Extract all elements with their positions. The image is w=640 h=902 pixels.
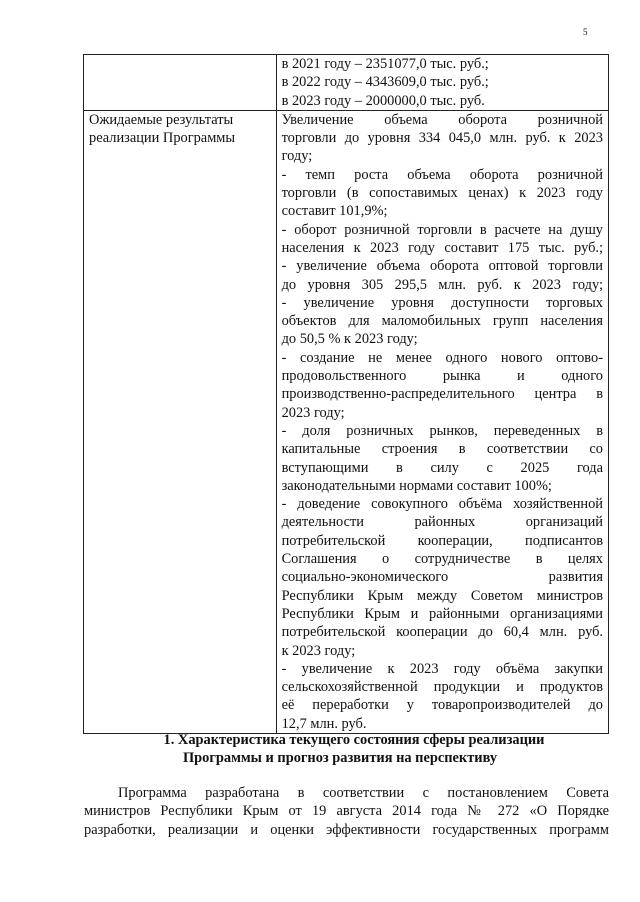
value-line: вступающими в силу с 2025 года xyxy=(281,459,603,476)
row-label-cell xyxy=(84,55,277,111)
value-line: сельскохозяйственной продукции и продуктов xyxy=(281,679,603,696)
value-line: - увеличение уровня доступности торговых xyxy=(281,294,603,311)
value-line: законодательными нормами составит 100%; xyxy=(281,477,552,494)
heading-line: Программы и прогноз развития на перспективу xyxy=(182,750,498,767)
value-line: - доля розничных рынков, переведенных в xyxy=(281,422,603,439)
value-line: потребительской кооперации до 60,4 млн. руб. xyxy=(281,624,603,641)
page-number: 5 xyxy=(583,27,588,37)
value-line: составит 101,9%; xyxy=(281,203,388,220)
value-line: - темп роста объема оборота розничной xyxy=(281,166,603,183)
value-line: до 50,5 % к 2023 году; xyxy=(281,331,418,348)
value-line: Республики Крым между Советом министров xyxy=(281,587,603,604)
value-line: социально-экономического развития xyxy=(281,569,603,586)
value-line: Увеличение объема оборота розничной xyxy=(281,111,603,128)
paragraph-line: министров Республики Крым от 19 августа 2014 года № 272 «О Порядке xyxy=(84,803,609,820)
body-paragraph xyxy=(84,784,609,839)
value-line: 12,7 млн. руб. xyxy=(281,715,367,732)
table-row xyxy=(84,55,609,111)
value-line: 2023 году; xyxy=(281,404,345,421)
label-line: Ожидаемые результаты xyxy=(89,111,234,128)
row-value-cell xyxy=(276,55,608,111)
value-line: - доведение совокупного объёма хозяйственной xyxy=(281,496,603,513)
expected-results-cell xyxy=(276,110,608,733)
label-line: реализации Программы xyxy=(89,130,236,147)
paragraph-line: разработки, реализации и оценки эффективности государственных программ xyxy=(84,821,609,838)
paragraph-line: Программа разработана в соответствии с постановлением Совета xyxy=(118,785,609,801)
program-passport-table xyxy=(83,54,609,734)
value-line: торговли до уровня 334 045,0 млн. руб. к 2023 xyxy=(281,130,603,147)
value-line: торговли (в сопоставимых ценах) к 2023 году xyxy=(281,185,603,202)
value-line: деятельности районных организаций xyxy=(281,514,603,531)
value-line: населения к 2023 году составит 175 тыс. руб.; xyxy=(281,239,603,256)
heading-line: 1. Характеристика текущего состояния сферы реализации xyxy=(163,732,545,748)
value-line: потребительской кооперации, подписантов xyxy=(281,532,603,549)
value-line: Республики Крым и районными организациями xyxy=(281,605,603,622)
row-label-cell xyxy=(84,110,277,733)
value-line: к 2023 году; xyxy=(281,642,356,659)
value-line: в 2021 году – 2351077,0 тыс. руб.; xyxy=(281,56,489,72)
value-line: до уровня 305 295,5 млн. руб. к 2023 году; xyxy=(281,276,603,293)
value-line: капитальные строения в соответствии со xyxy=(281,441,603,458)
value-line: продовольственного рынка и одного xyxy=(281,368,603,385)
value-line: - создание не менее одного нового оптово- xyxy=(281,349,603,366)
table-row xyxy=(84,110,609,733)
value-line: её переработки у товаропроизводителей до xyxy=(281,697,603,714)
value-line: производственно-распределительного центра в xyxy=(281,386,603,403)
value-line: Соглашения о сотрудничестве в целях xyxy=(281,551,603,568)
value-line: в 2022 году – 4343609,0 тыс. руб.; xyxy=(281,74,489,91)
value-line: году; xyxy=(281,148,313,165)
value-line: - увеличение к 2023 году объёма закупки xyxy=(281,660,603,677)
value-line: объектов для маломобильных групп населения xyxy=(281,313,603,330)
value-line: в 2023 году – 2000000,0 тыс. руб. xyxy=(281,92,485,109)
value-line: - увеличение объема оборота оптовой торговли xyxy=(281,258,603,275)
section-heading xyxy=(0,731,640,768)
value-line: - оборот розничной торговли в расчете на душу xyxy=(281,221,603,238)
